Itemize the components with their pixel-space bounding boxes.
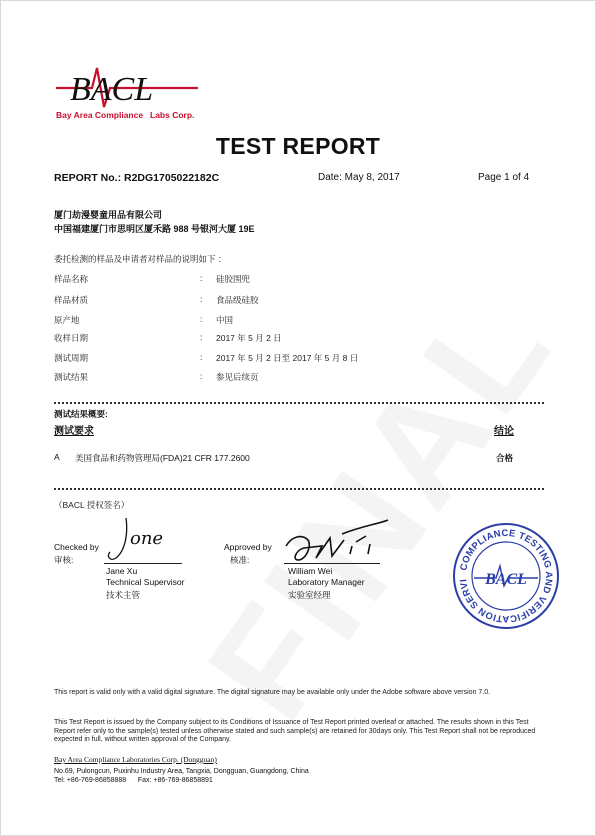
sample-info-value: 2017 年 5 月 2 日至 2017 年 5 月 8 日 [216, 353, 359, 363]
sample-info-colon: : [200, 332, 203, 342]
sample-info-value: 参见后续页 [216, 372, 259, 382]
checked-signature-line [104, 563, 182, 564]
page-number: Page 1 of 4 [478, 172, 530, 183]
sample-info-label: 样品名称 [54, 274, 89, 284]
result-index: A [54, 452, 60, 462]
sample-info-label: 测试结果 [54, 372, 89, 382]
seal-ring-text: COMPLIANCE TESTING AND VERIFICATION SERVI [458, 527, 555, 625]
approved-by-label-cn: 核准: [230, 555, 250, 565]
conclusion-header: 结论 [494, 426, 514, 437]
sample-info-colon: : [200, 371, 203, 381]
sample-info-colon: : [200, 314, 203, 324]
sample-info-label: 测试周期 [54, 353, 89, 363]
report-number: REPORT No.: R2DG1705022182C [54, 172, 220, 184]
client-address: 中国福建厦门市思明区厦禾路 988 号银河大厦 19E [54, 224, 255, 234]
svg-text:one: one [130, 528, 164, 549]
approved-name: William Wei [288, 566, 333, 576]
requirement-header: 测试要求 [54, 426, 94, 437]
svg-text:BACL: BACL [70, 71, 154, 108]
result-requirement: 美国食品和药物管理局(FDA)21 CFR 177.2600 [75, 453, 250, 463]
bacl-logo [52, 62, 202, 127]
client-name: 厦门劫漫婴童用品有限公司 [54, 210, 163, 220]
sample-info-label: 原产地 [54, 315, 80, 325]
dotted-divider [54, 402, 544, 404]
approved-signature-line [284, 563, 380, 564]
footer-company: Bay Area Compliance Laboratories Corp. (Dongguan) [54, 755, 217, 764]
checked-title-cn: 技术主管 [106, 590, 141, 600]
sample-info-value: 食品级硅胶 [216, 295, 259, 305]
signature-intro: （BACL 授权签名） [54, 500, 130, 510]
footer-issuance-note: This Test Report is issued by the Company subject to its Conditions of Issuance of Test Report printed overleaf or attached. The results shown in this Test Report refer only to the sample(s) tested unless otherwise stated and such sample(s) are retained for 30days only. This Test Report shall not be reproduced expected in full, without written approval of the Company. [54, 719, 536, 744]
report-date: Date: May 8, 2017 [318, 172, 400, 183]
sample-info-value: 硅胶围兜 [216, 274, 251, 284]
sample-info-colon: : [200, 273, 203, 283]
sample-info-label: 收样日期 [54, 333, 89, 343]
footer-validity-note: This report is valid only with a valid digital signature. The digital signature may be available only under the Adobe software above version 7.0. [54, 689, 491, 696]
verification-seal [452, 522, 560, 630]
checked-signature [104, 512, 184, 567]
results-summary-title: 测试结果概要: [54, 409, 108, 419]
checked-by-label: Checked by [54, 542, 99, 552]
checked-title: Technical Supervisor [106, 577, 185, 587]
dotted-divider [54, 488, 544, 490]
seal-center-text: BACL [485, 571, 527, 588]
svg-text:Labs Corp.: Labs Corp. [150, 110, 195, 120]
sample-info-label: 样品材质 [54, 295, 89, 305]
approved-signature [282, 516, 392, 568]
sample-info-value: 中国 [216, 315, 234, 325]
approved-title-cn: 实验室经理 [288, 590, 331, 600]
approved-title: Laboratory Manager [288, 577, 365, 587]
sample-intro: 委托检测的样品及申请者对样品的说明如下 ： [54, 254, 227, 264]
page-title: TEST REPORT [215, 133, 381, 159]
footer-contact: Tel: +86-769-86858888 Fax: +86-769-86858891 [54, 777, 213, 784]
sample-info-colon: : [200, 352, 203, 362]
svg-text:Bay Area Compliance: Bay Area Compliance [56, 110, 144, 120]
sample-info-colon: : [200, 294, 203, 304]
result-conclusion: 合格 [496, 453, 514, 463]
sample-info-value: 2017 年 5 月 2 日 [216, 333, 282, 343]
checked-name: Jane Xu [106, 566, 138, 576]
footer-address: No.69, Pulongcun, Puxinhu Industry Area, Tangxia, Dongguan, Guangdong, China [54, 768, 309, 775]
checked-by-label-cn: 审核: [54, 555, 74, 565]
approved-by-label: Approved by [224, 542, 272, 552]
